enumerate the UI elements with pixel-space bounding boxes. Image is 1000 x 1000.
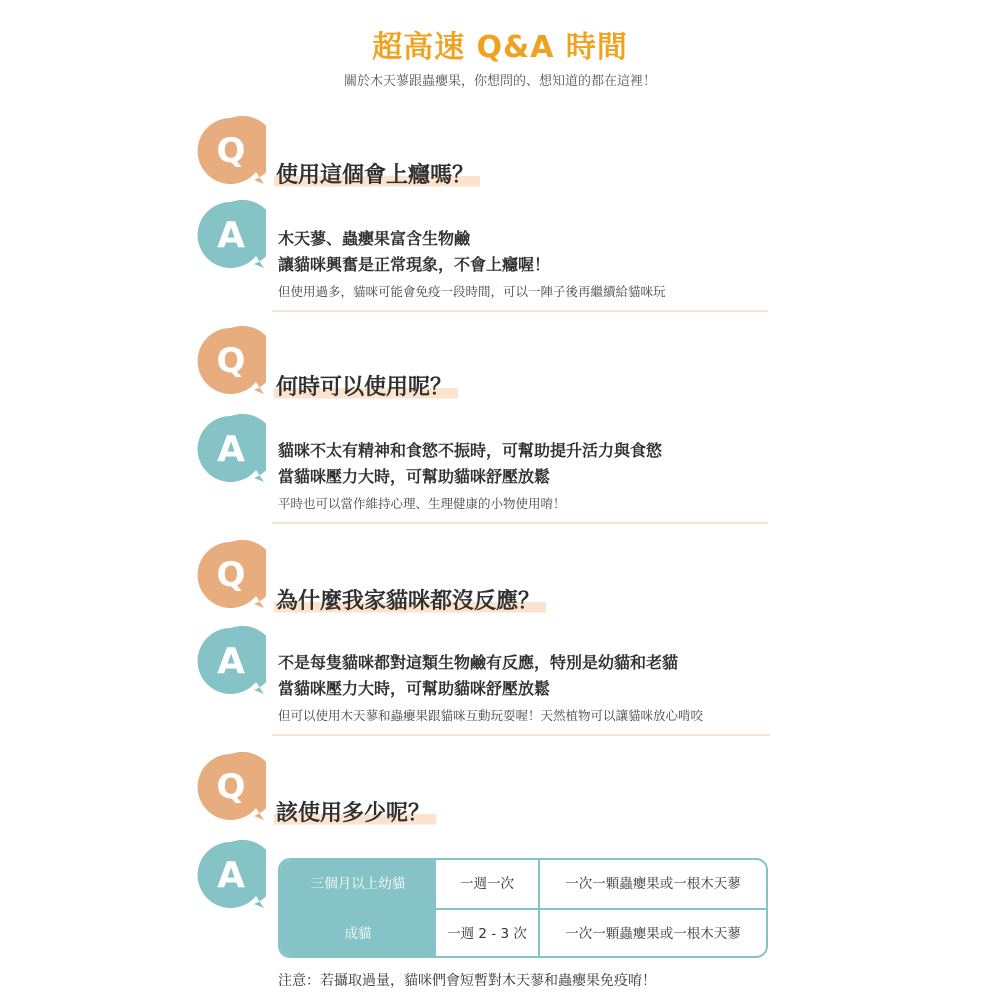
table-cell-group: 三個月以上幼貓: [280, 860, 436, 908]
q-badge-icon: [196, 752, 266, 822]
answer-2-note: 平時也可以當作維持心理、生理健康的小物使用唷！: [278, 496, 566, 511]
q-badge-icon: [196, 540, 266, 610]
page-title: 超高速 Q&A 時間: [372, 30, 628, 65]
q-badge-letter: Q: [216, 131, 246, 171]
footnote: 注意：若攝取過量，貓咪們會短暫對木天蓼和蟲癭果免疫唷！: [278, 973, 656, 989]
table-cell-frequency: 一週 2 - 3 次: [447, 926, 527, 942]
answer-2-line-1: 貓咪不太有精神和食慾不振時，可幫助提升活力與食慾: [278, 441, 663, 460]
table-cell-amount: 一次一顆蟲癭果或一根木天蓼: [565, 926, 741, 942]
section-divider: [272, 734, 770, 736]
a-badge-icon: [196, 414, 266, 484]
a-badge-letter: A: [217, 855, 245, 896]
answer-1-line-2: 讓貓咪興奮是正常現象，不會上癮喔！: [278, 255, 551, 274]
question-heading-2: 何時可以使用呢？: [274, 370, 458, 401]
table-row: [280, 910, 766, 958]
q-badge-letter: Q: [216, 767, 246, 807]
table-row: [280, 860, 766, 908]
answer-3-note: 但可以使用木天蓼和蟲癭果跟貓咪互動玩耍喔！天然植物可以讓貓咪放心啃咬: [278, 708, 704, 723]
a-badge-letter: A: [217, 641, 245, 682]
answer-1-line-1: 木天蓼、蟲癭果富含生物鹼: [278, 229, 471, 248]
a-badge-icon: [196, 200, 266, 270]
q-badge-letter: Q: [216, 555, 246, 595]
table-cell-group: 成貓: [280, 910, 436, 958]
answer-2-line-2: 當貓咪壓力大時，可幫助貓咪舒壓放鬆: [278, 467, 551, 486]
usage-table: [278, 858, 768, 958]
section-divider: [272, 310, 768, 312]
a-badge-icon: [196, 626, 266, 696]
question-heading-3: 為什麼我家貓咪都沒反應？: [274, 584, 546, 615]
page-subtitle: 關於木天蓼跟蟲癭果，你想問的、想知道的都在這裡！: [343, 74, 656, 89]
q-badge-letter: Q: [216, 341, 246, 381]
q-badge-icon: [196, 326, 266, 396]
a-badge-letter: A: [217, 215, 245, 256]
answer-1-note: 但使用過多，貓咪可能會免疫一段時間，可以一陣子後再繼續給貓咪玩: [278, 284, 666, 299]
answer-3-line-2: 當貓咪壓力大時，可幫助貓咪舒壓放鬆: [278, 679, 551, 698]
a-badge-letter: A: [217, 429, 245, 470]
table-cell-amount: 一次一顆蟲癭果或一根木天蓼: [565, 876, 741, 892]
a-badge-icon: [196, 840, 266, 910]
question-heading-1: 使用這個會上癮嗎？: [274, 158, 480, 189]
question-heading-4: 該使用多少呢？: [274, 796, 436, 827]
table-column-divider: [538, 860, 540, 958]
q-badge-icon: [196, 116, 266, 186]
table-cell-frequency: 一週一次: [460, 876, 514, 892]
section-divider: [272, 522, 768, 524]
answer-3-line-1: 不是每隻貓咪都對這類生物鹼有反應，特別是幼貓和老貓: [278, 653, 679, 672]
